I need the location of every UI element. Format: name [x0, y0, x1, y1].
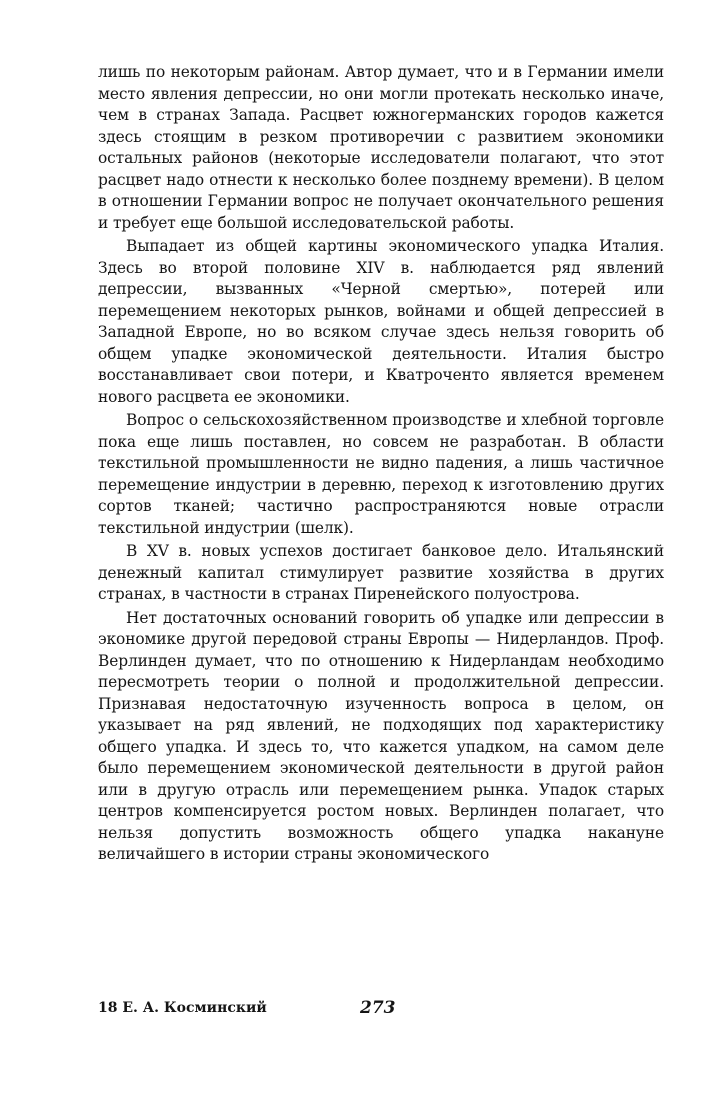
printer-signature: 18 Е. А. Косминский [98, 1000, 267, 1016]
page-number: 273 [360, 998, 396, 1018]
page-footer [98, 1000, 664, 1024]
paragraph-3: Вопрос о сельскохозяйственном производстве и хлебной торговле пока еще лишь поставлен, но совсем не разработан. В области текстильной промышленности не видно падения, а лишь частичное перемещение индустрии в деревню, переход к изготовлению других сортов тканей; частично распространяются новые отрасли текстильной индустрии (шелк). [98, 411, 664, 537]
paragraph-2: Выпадает из общей картины экономического упадка Италия. Здесь во второй половине XIV в. наблюдается ряд явлений депрессии, вызванных «Черной смертью», потерей или перемещением некоторых рынков, войнами и общей депрессией в Западной Европе, но во всяком случае здесь нельзя говорить об общем упадке экономической деятельности. Италия быстро восстанавливает свои потери, и Кватроченто является временем нового расцвета ее экономики. [98, 237, 664, 406]
paragraph-5: Нет достаточных оснований говорить об упадке или депрессии в экономике другой передовой страны Европы — Нидерландов. Проф. Верлинден думает, что по отношению к Нидерландам необходимо пересмотреть теории о полной и продолжительной депрессии. Признавая недостаточную изученность вопроса в целом, он указывает на ряд явлений, не подходящих под характеристику общего упадка. И здесь то, что кажется упадком, на самом деле было перемещением экономической деятельности в другой район или в другую отрасль или перемещением рынка. Упадок старых центров компенсируется ростом новых. Верлинден полагает, что нельзя допустить возможность общего упадка накануне величайшего в истории страны экономического [98, 608, 664, 863]
paragraph-4: В XV в. новых успехов достигает банковое дело. Итальянский денежный капитал стимулирует развитие хозяйства в других странах, в частности в странах Пиренейского полуострова. [98, 542, 664, 603]
paragraph-1: лишь по некоторым районам. Автор думает, что и в Германии имели место явления депрессии, но они могли протекать несколько иначе, чем в странах Запада. Расцвет южногерманских городов кажется здесь стоящим в резком противоречии с развитием экономики остальных районов (некоторые исследователи полагают, что этот расцвет надо отнести к несколько более позднему времени). В целом в отношении Германии вопрос не получает окончательного решения и требует еще большой исследовательской работы. [98, 63, 664, 232]
page-body [98, 62, 664, 866]
